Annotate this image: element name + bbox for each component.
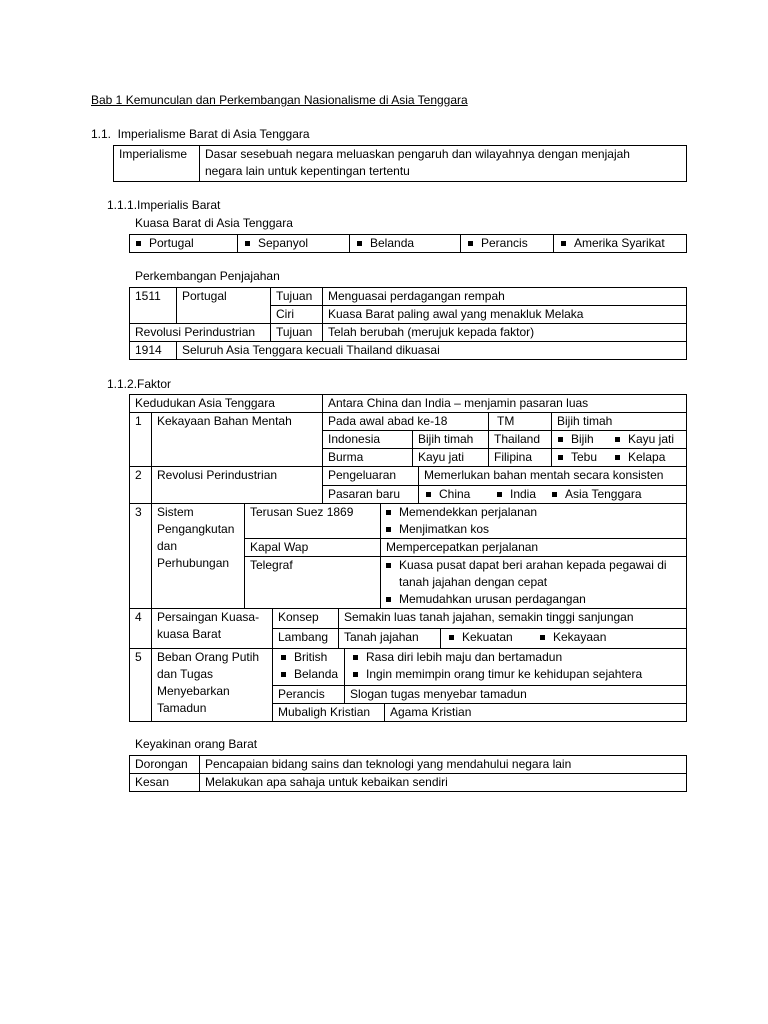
telegraph-label: Telegraf (245, 557, 381, 609)
market-item (497, 486, 552, 503)
table-row (114, 146, 687, 182)
trait-label: Ciri (271, 306, 323, 324)
market-name: China (439, 487, 471, 501)
concept-label: Konsep (273, 609, 339, 629)
power-name: Sepanyol (258, 236, 309, 250)
mission-label: Mubaligh Kristian (273, 704, 385, 722)
bullet-icon (386, 597, 391, 602)
table-row (130, 649, 687, 686)
list-item-text: British (294, 650, 328, 664)
belief-table-wrap (129, 755, 687, 792)
definition-term: Imperialisme (114, 146, 200, 182)
bullet-icon (615, 437, 620, 442)
telegraph-points (381, 557, 687, 609)
factor-label: Sistem Pengangkutan dan Perhubungan (152, 504, 245, 609)
aim-text: Telah berubah (merujuk kepada faktor) (323, 324, 687, 342)
resource-item (558, 449, 615, 466)
factor-block-4 (129, 608, 687, 649)
period-cell: Pada awal abad ke-18 (323, 413, 489, 431)
factor-label: Revolusi Perindustrian (152, 467, 323, 504)
list-item-text: Belanda (294, 667, 339, 681)
table-row (130, 324, 687, 342)
year-cell: 1914 (130, 342, 177, 360)
list-item-text: Memudahkan urusan perdagangan (399, 592, 586, 606)
resource-cell: Bijih timah (552, 413, 687, 431)
list-item-text: Rasa diri lebih maju dan bertamadun (366, 650, 563, 664)
bullet-icon (136, 241, 141, 246)
western-powers-caption: Kuasa Barat di Asia Tenggara (135, 216, 293, 230)
list-item (353, 666, 681, 683)
drive-text: Pencapaian bidang sains dan teknologi yang mendahului negara lain (200, 756, 687, 774)
resource-name: Tebu (571, 450, 598, 464)
bullet-icon (497, 492, 502, 497)
trait-text: Kuasa Barat paling awal yang menakluk Melaka (323, 306, 687, 324)
resource-name: Kayu jati (628, 432, 675, 446)
resource-item (615, 431, 674, 448)
event-cell: Revolusi Perindustrian (130, 324, 271, 342)
factor-block-2 (129, 466, 687, 504)
list-item (386, 504, 681, 521)
country-cell: Indonesia (323, 431, 413, 449)
power-name: Amerika Syarikat (574, 236, 665, 250)
list-item-text: Menjimatkan kos (399, 522, 490, 536)
bullet-icon (449, 635, 454, 640)
list-item-text: Kuasa pusat dapat beri arahan kepada pegawai di tanah jajahan dengan cepat (399, 558, 667, 589)
table-row (130, 609, 687, 629)
concept-text: Semakin luas tanah jajahan, semakin tinggi sanjungan (339, 609, 687, 629)
france-label: Perancis (273, 686, 345, 704)
power-cell (130, 235, 238, 253)
power-cell (461, 235, 554, 253)
bullet-icon (615, 455, 620, 460)
table-row (130, 288, 687, 306)
list-item-text: Memendekkan perjalanan (399, 505, 538, 519)
definition-table (113, 145, 687, 182)
table-row (130, 395, 687, 413)
country-cell: Thailand (489, 431, 552, 449)
factor-label: Persaingan Kuasa-kuasa Barat (152, 609, 273, 649)
factor-label: Kekayaan Bahan Mentah (152, 413, 323, 467)
resource-list (552, 431, 687, 449)
bullet-icon (353, 672, 358, 677)
colonial-development-caption: Perkembangan Penjajahan (135, 269, 280, 283)
western-powers-table (129, 234, 687, 253)
country-cell: Burma (323, 449, 413, 467)
symbol-item-text: Kekuatan (462, 630, 513, 644)
symbol-label: Lambang (273, 629, 339, 649)
symbol-item (540, 629, 606, 646)
power-name: Perancis (481, 236, 528, 250)
section-1-1-2-heading: 1.1.2.Faktor (107, 377, 172, 391)
factor-number: 5 (130, 649, 152, 722)
powers-points (345, 649, 687, 686)
steamship-text: Mempercepatkan perjalanan (381, 539, 687, 557)
bullet-icon (426, 492, 431, 497)
symbol-points (441, 629, 687, 649)
resource-cell: Kayu jati (413, 449, 489, 467)
production-label: Pengeluaran (323, 467, 419, 486)
bullet-icon (245, 241, 250, 246)
factor-number: 1 (130, 413, 152, 467)
suez-points (381, 504, 687, 539)
bullet-icon (561, 241, 566, 246)
position-label: Kedudukan Asia Tenggara (130, 395, 323, 413)
factor-label: Beban Orang Putih dan Tugas Menyebarkan Tamadun (152, 649, 273, 722)
bullet-icon (386, 527, 391, 532)
belief-table (129, 755, 687, 792)
aim-text: Menguasai perdagangan rempah (323, 288, 687, 306)
powers-list (273, 649, 345, 686)
bullet-icon (353, 655, 358, 660)
bullet-icon (281, 655, 286, 660)
resource-cell: Bijih timah (413, 431, 489, 449)
list-item (281, 649, 339, 666)
list-item (386, 557, 681, 591)
year-cell: 1511 (130, 288, 177, 324)
list-item (386, 591, 681, 608)
drive-label: Dorongan (130, 756, 200, 774)
bullet-icon (552, 492, 557, 497)
bullet-icon (357, 241, 362, 246)
factor-number: 2 (130, 467, 152, 504)
market-name: Asia Tenggara (565, 487, 642, 501)
resource-item (615, 449, 665, 466)
table-row (130, 467, 687, 486)
belief-caption: Keyakinan orang Barat (135, 737, 258, 751)
symbol-text: Tanah jajahan (339, 629, 441, 649)
list-item-text: Ingin memimpin orang timur ke kehidupan sejahtera (366, 667, 643, 681)
list-item (386, 521, 681, 538)
factor-number: 3 (130, 504, 152, 609)
power-cell (350, 235, 461, 253)
section-1-1-heading: 1.1. Imperialisme Barat di Asia Tenggara (91, 127, 310, 141)
market-list (419, 486, 687, 504)
bullet-icon (281, 672, 286, 677)
colonial-development-table-wrap (129, 287, 687, 360)
mission-text: Agama Kristian (385, 704, 687, 722)
factor-block-1 (129, 394, 687, 467)
position-text: Antara China dan India – menjamin pasaran luas (323, 395, 687, 413)
factor-block-3 (129, 503, 687, 609)
france-text: Slogan tugas menyebar tamadun (345, 686, 687, 704)
factors-table (129, 394, 686, 722)
power-cell (238, 235, 350, 253)
bullet-icon (558, 455, 563, 460)
table-row (130, 413, 687, 431)
resource-list (552, 449, 687, 467)
colonial-development-table (129, 287, 687, 360)
resource-name: Kelapa (628, 450, 666, 464)
power-name: Portugal (149, 236, 194, 250)
table-row (130, 342, 687, 360)
list-item (353, 649, 681, 666)
factor-block-5 (129, 648, 687, 722)
definition-table-wrap (113, 145, 687, 182)
table-row (130, 504, 687, 539)
resource-name: Bijih (571, 432, 594, 446)
page-title: Bab 1 Kemunculan dan Perkembangan Nasionalisme di Asia Tenggara (91, 93, 468, 107)
country-cell: TM (489, 413, 552, 431)
event-text: Seluruh Asia Tenggara kecuali Thailand dikuasai (177, 342, 687, 360)
table-row (130, 774, 687, 792)
suez-label: Terusan Suez 1869 (245, 504, 381, 539)
market-item (552, 486, 642, 503)
effect-label: Kesan (130, 774, 200, 792)
country-cell: Filipina (489, 449, 552, 467)
market-item (426, 486, 497, 503)
power-cell: Portugal (177, 288, 271, 324)
market-label: Pasaran baru (323, 486, 419, 504)
table-row (130, 756, 687, 774)
market-name: India (510, 487, 537, 501)
power-cell (554, 235, 687, 253)
power-name: Belanda (370, 236, 415, 250)
bullet-icon (468, 241, 473, 246)
factor-number: 4 (130, 609, 152, 649)
steamship-label: Kapal Wap (245, 539, 381, 557)
bullet-icon (558, 437, 563, 442)
production-text: Memerlukan bahan mentah secara konsisten (419, 467, 687, 486)
western-powers-table-wrap (129, 234, 687, 253)
definition-text: Dasar sesebuah negara meluaskan pengaruh dan wilayahnya dengan menjajah negara lain untuk kepentingan tertentu (200, 146, 687, 182)
list-item (281, 666, 339, 683)
symbol-item-text: Kekayaan (553, 630, 607, 644)
effect-text: Melakukan apa sahaja untuk kebaikan sendiri (200, 774, 687, 792)
section-1-1-1-heading: 1.1.1.Imperialis Barat (107, 198, 221, 212)
table-row (130, 235, 687, 253)
bullet-icon (540, 635, 545, 640)
aim-label: Tujuan (271, 324, 323, 342)
bullet-icon (386, 510, 391, 515)
resource-item (558, 431, 615, 448)
aim-label: Tujuan (271, 288, 323, 306)
bullet-icon (386, 563, 391, 568)
symbol-item (449, 629, 540, 646)
